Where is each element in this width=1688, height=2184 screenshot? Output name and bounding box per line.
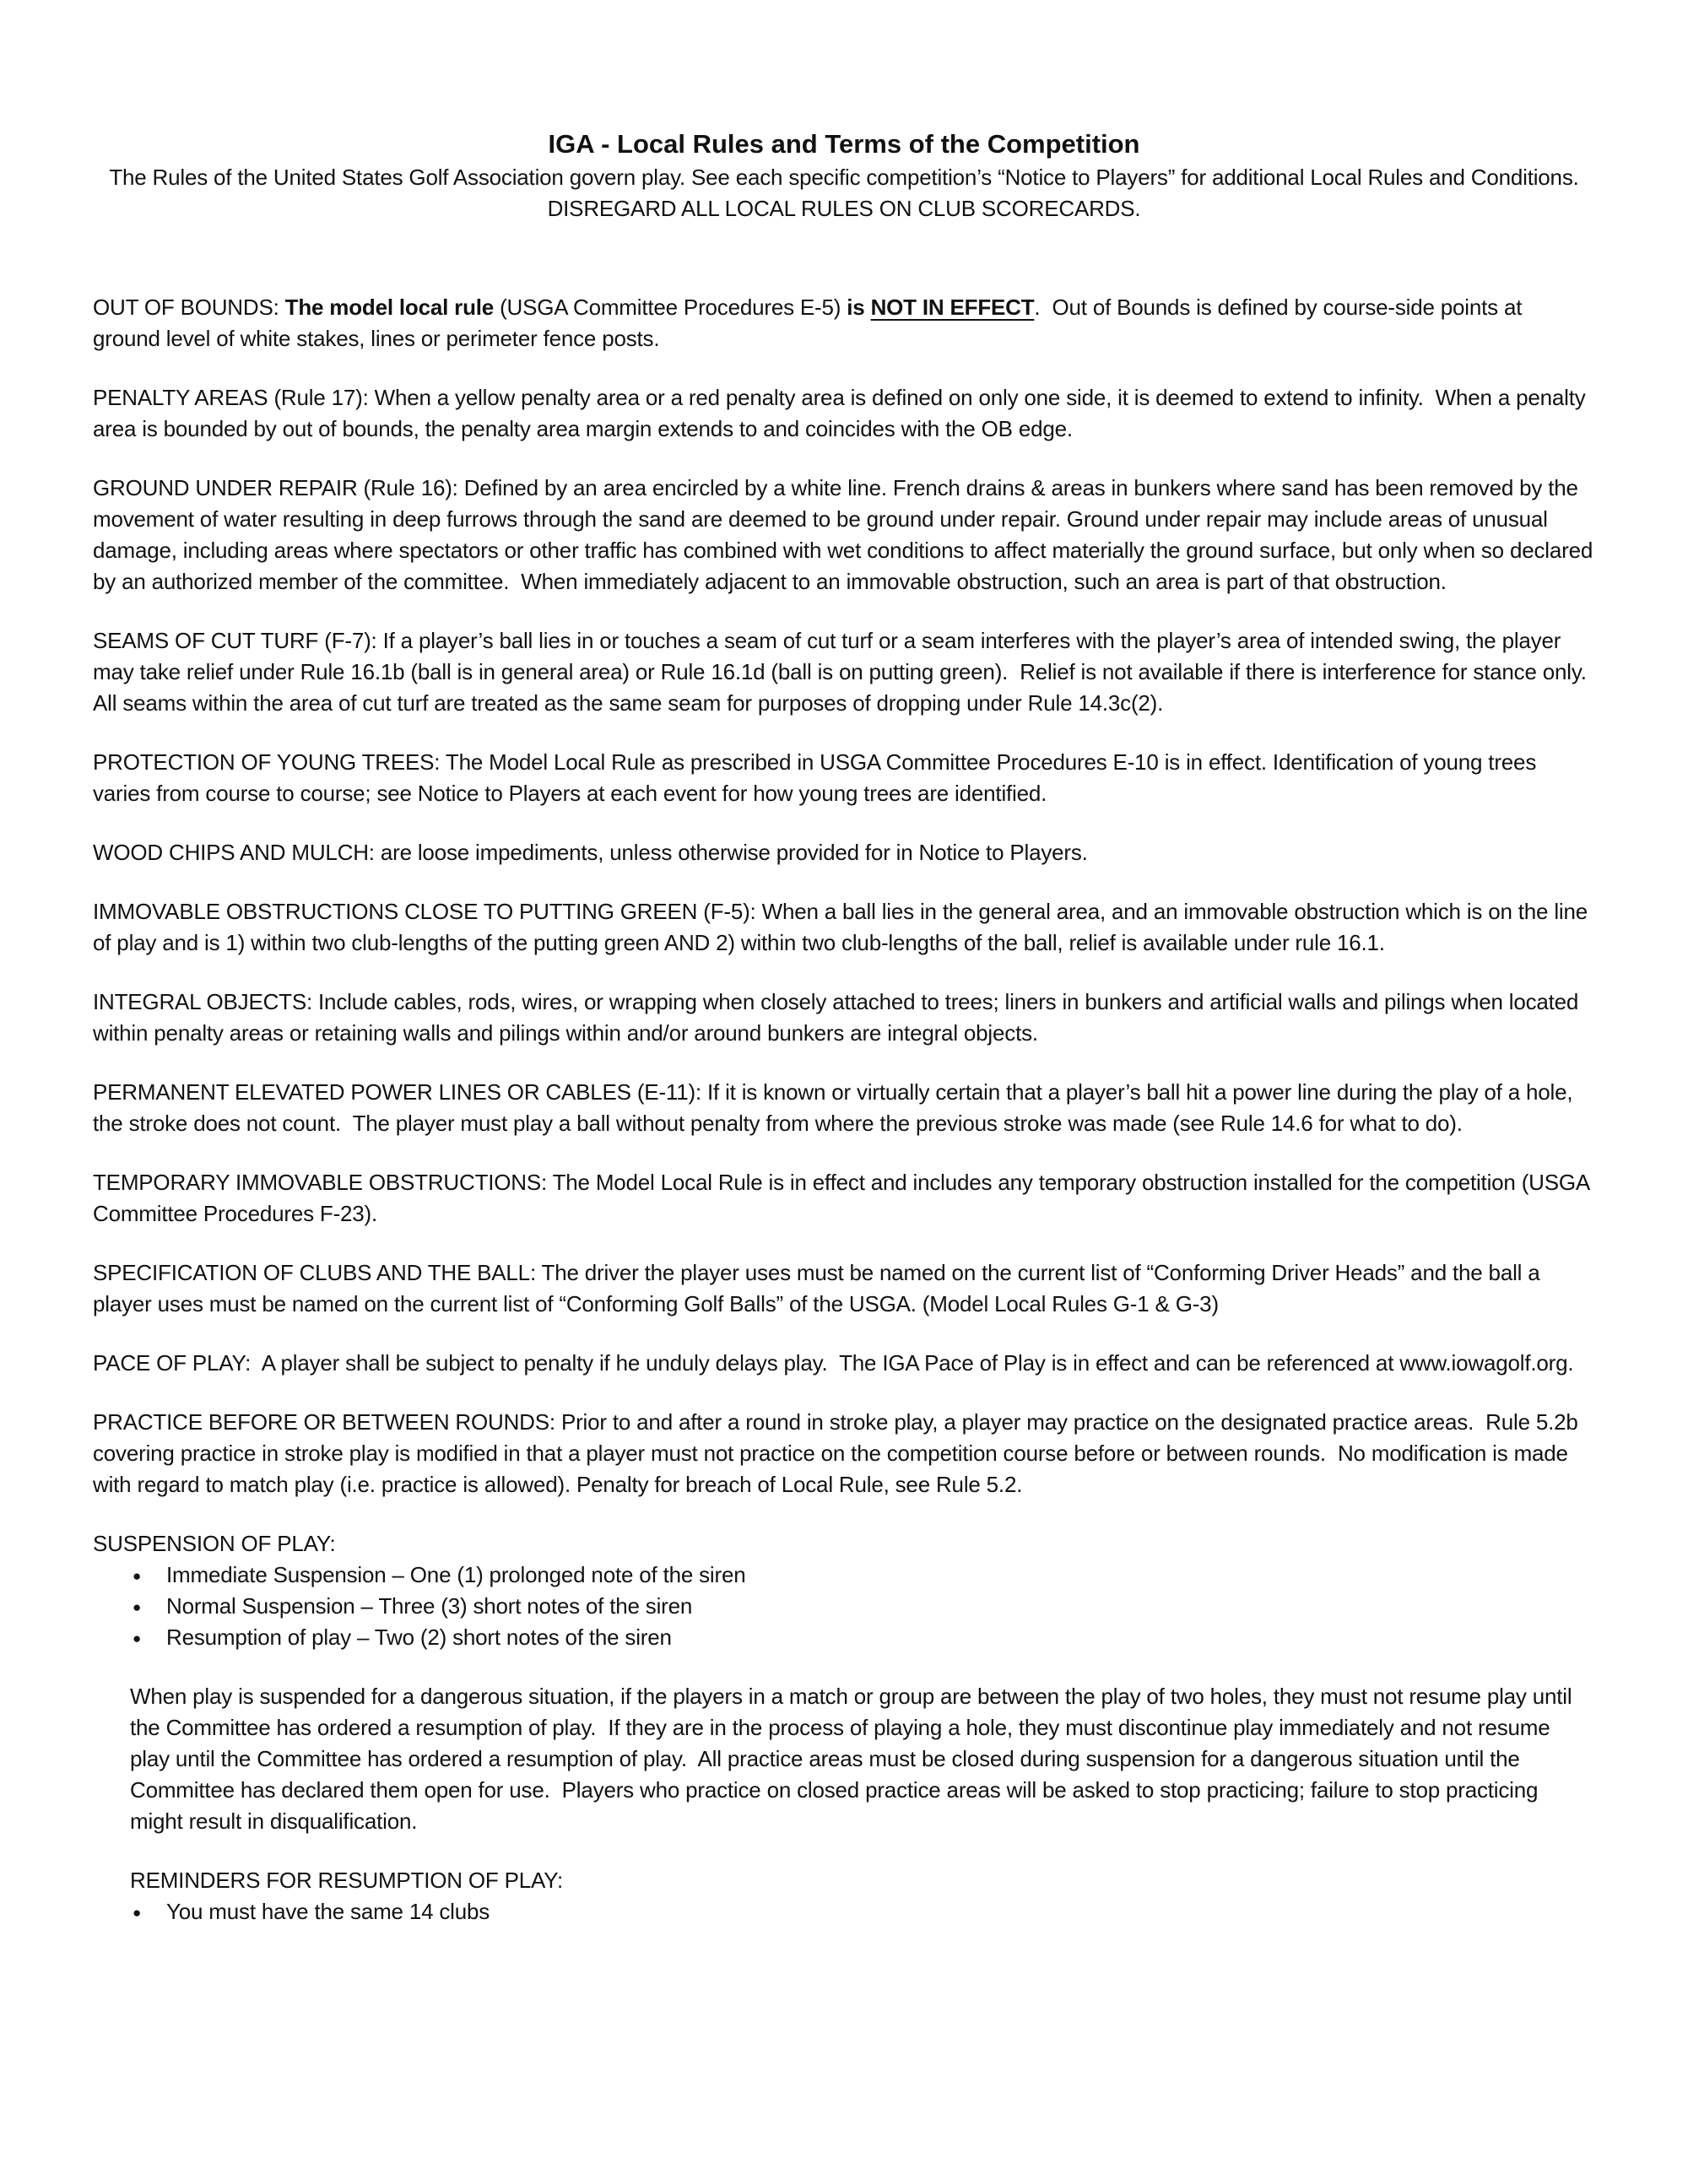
list-item-label: Normal Suspension – Three (3) short notes of the siren bbox=[166, 1593, 693, 1619]
list-item-label: You must have the same 14 clubs bbox=[166, 1899, 490, 1924]
rule-penalty-areas: PENALTY AREAS (Rule 17): When a yellow penalty area or a red penalty area is defined on only one side, it is deemed to extend to infinity. When a penalty area is bounded by out of bounds, the penalty area margin extends to and coincides with the OB edge. bbox=[93, 385, 1592, 441]
suspension-of-play-heading: SUSPENSION OF PLAY: bbox=[93, 1531, 336, 1556]
rule-specification-clubs-ball: SPECIFICATION OF CLUBS AND THE BALL: The driver the player uses must be named on the current list of “Conforming Driver Heads” and the ball a player uses must be named on the current list of “Conforming Golf Balls” of the USGA. (Model Local Rules G-1 & G-3) bbox=[93, 1260, 1546, 1316]
rule-out-of-bounds-not-in-effect: NOT IN EFFECT bbox=[870, 295, 1035, 320]
rule-integral-objects: INTEGRAL OBJECTS: Include cables, rods, wires, or wrapping when closely attached to trees; liners in bunkers and artificial walls and pilings when located within penalty areas or retaining walls and pilings within and/or around bunkers are integral objects. bbox=[93, 989, 1585, 1046]
suspension-dangerous-paragraph: When play is suspended for a dangerous situation, if the players in a match or group are between the play of two holes, they must not resume play until the Committee has ordered a resumption of play. If they are in the process of playing a hole, they must discontinue play immediately and not resume play until the Committee has ordered a resumption of play. All practice areas must be closed during suspension for a dangerous situation until the Committee has declared them open for use. Players who practice on closed practice areas will be asked to stop practicing; failure to stop practicing might result in disqualification. bbox=[130, 1684, 1578, 1834]
rule-out-of-bounds bbox=[93, 292, 1595, 354]
rule-seams-of-cut-turf: SEAMS OF CUT TURF (F-7): If a player’s ball lies in or touches a seam of cut turf or a seam interferes with the player’s area of intended swing, the player may take relief under Rule 16.1b (ball is in general area) or Rule 16.1d (ball is on putting green). Relief is not available if there is interference for stance only. All seams within the area of cut turf are treated as the same seam for purposes of dropping under Rule 14.3c(2). bbox=[93, 628, 1592, 716]
reminders-bullet-list bbox=[93, 1896, 1595, 1927]
reminders-heading: REMINDERS FOR RESUMPTION OF PLAY: bbox=[130, 1868, 563, 1893]
list-item-label: Resumption of play – Two (2) short notes of the siren bbox=[166, 1624, 672, 1650]
rule-practice-rounds: PRACTICE BEFORE OR BETWEEN ROUNDS: Prior to and after a round in stroke play, a player may practice on the designated practice areas. Rule 5.2b covering practice in stroke play is modified in that a player must not practice on the competition course before or between rounds. No modification is made with regard to match play (i.e. practice is allowed). Penalty for breach of Local Rule, see Rule 5.2. bbox=[93, 1409, 1584, 1497]
rule-ground-under-repair: GROUND UNDER REPAIR (Rule 16): Defined by an area encircled by a white line. French drains & areas in bunkers where sand has been removed by the movement of water resulting in deep furrows through the sand are deemed to be ground under repair. Ground under repair may include areas of unusual damage, including areas where spectators or other traffic has combined with wet conditions to affect materially the ground surface, but only when so declared by an authorized member of the committee. When immediately adjacent to an immovable obstruction, such an area is part of that obstruction. bbox=[93, 475, 1599, 594]
rule-out-of-bounds-bold-is: is bbox=[847, 295, 871, 320]
list-item bbox=[93, 1591, 1595, 1622]
list-item bbox=[93, 1560, 1595, 1591]
rule-immovable-obstructions-putting-green: IMMOVABLE OBSTRUCTIONS CLOSE TO PUTTING GREEN (F-5): When a ball lies in the general area, and an immovable obstruction which is on the line of play and is 1) within two club-lengths of the putting green AND 2) within two club-lengths of the ball, relief is available under rule 16.1. bbox=[93, 899, 1594, 955]
list-item bbox=[93, 1622, 1595, 1653]
rule-temporary-immovable-obstructions: TEMPORARY IMMOVABLE OBSTRUCTIONS: The Model Local Rule is in effect and includes any temporary obstruction installed for the competition (USGA Committee Procedures F-23). bbox=[93, 1170, 1595, 1226]
suspension-bullet-list bbox=[93, 1560, 1595, 1653]
page-title: IGA - Local Rules and Terms of the Competition bbox=[548, 129, 1140, 159]
list-item bbox=[93, 1896, 1595, 1927]
rule-protection-of-young-trees: PROTECTION OF YOUNG TREES: The Model Local Rule as prescribed in USGA Committee Procedures E-10 is in effect. Identification of young trees varies from course to course; see Notice to Players at each event for how young trees are identified. bbox=[93, 749, 1543, 806]
document-header bbox=[93, 127, 1595, 224]
rule-out-of-bounds-rest: . Out of Bounds is defined by course-side points at ground level of white stakes, lines or perimeter fence posts. bbox=[93, 295, 1528, 351]
page-subtitle: The Rules of the United States Golf Association govern play. See each specific competition’s “Notice to Players” for additional Local Rules and Conditions. bbox=[109, 165, 1579, 190]
list-item-label: Immediate Suspension – One (1) prolonged note of the siren bbox=[166, 1562, 746, 1587]
rule-wood-chips-and-mulch: WOOD CHIPS AND MULCH: are loose impediments, unless otherwise provided for in Notice to Players. bbox=[93, 840, 1088, 865]
rule-out-of-bounds-bold-lead: The model local rule bbox=[284, 295, 500, 320]
scorecards-notice: DISREGARD ALL LOCAL RULES ON CLUB SCORECARDS. bbox=[547, 196, 1141, 221]
rule-power-lines: PERMANENT ELEVATED POWER LINES OR CABLES (E-11): If it is known or virtually certain that a player’s ball hit a power line during the play of a hole, the stroke does not count. The player must play a ball without penalty from where the previous stroke was made (see Rule 14.6 for what to do). bbox=[93, 1079, 1579, 1136]
rule-out-of-bounds-reference: (USGA Committee Procedures E-5) bbox=[500, 295, 847, 320]
rule-out-of-bounds-label: OUT OF BOUNDS: bbox=[93, 295, 285, 320]
rule-pace-of-play: PACE OF PLAY: A player shall be subject to penalty if he unduly delays play. The IGA Pace of Play is in effect and can be referenced at www.iowagolf.org. bbox=[93, 1350, 1574, 1376]
